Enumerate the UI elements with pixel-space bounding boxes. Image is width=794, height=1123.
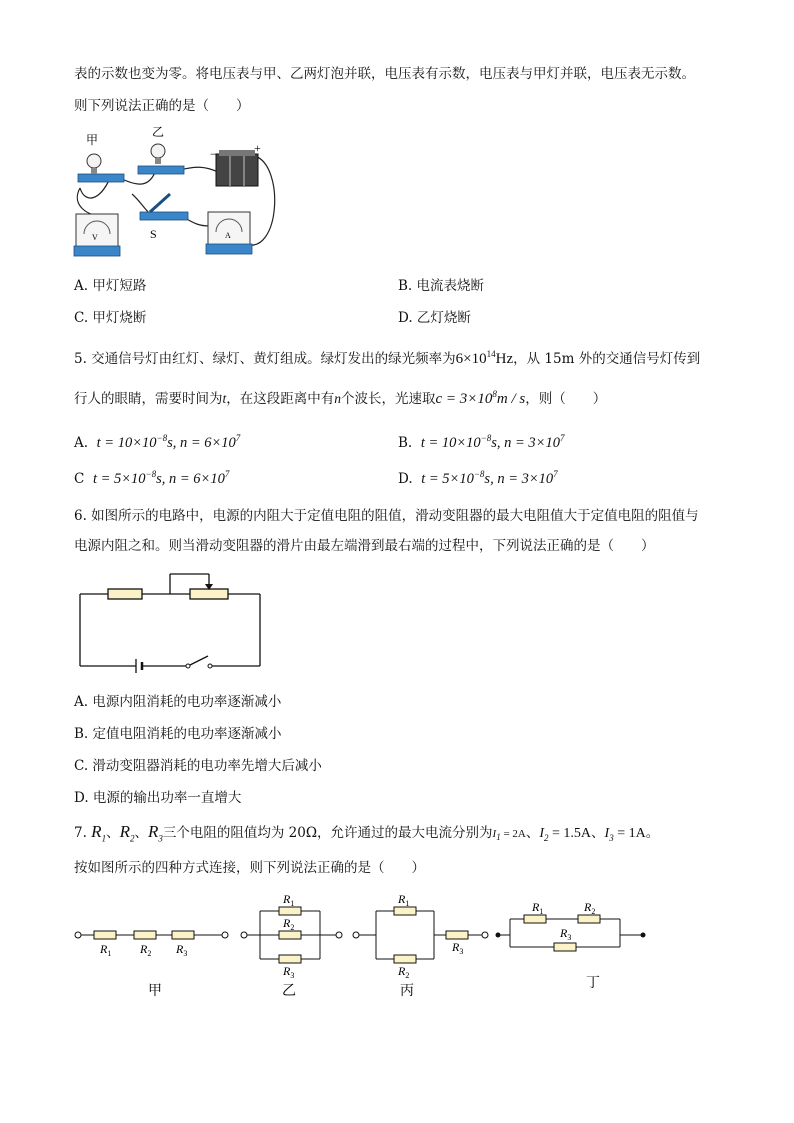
ding-r2-label: $R_2$ bbox=[584, 900, 596, 916]
q5-line2-post: ，则（ ） bbox=[525, 391, 607, 407]
q5-option-d bbox=[398, 464, 558, 489]
q7-i2-sub: 2 bbox=[544, 832, 549, 843]
q5-line2-mid: ，在这段距离中有 bbox=[226, 391, 335, 407]
q7-sep-1: 、 bbox=[106, 825, 120, 841]
q7-i3 bbox=[605, 826, 646, 841]
lamp-jia-label: 甲 bbox=[86, 133, 99, 147]
q7-r3 bbox=[147, 822, 163, 844]
q5-b-texp: −8 bbox=[480, 433, 492, 443]
q6-option-c: C. 滑动变阻器消耗的电功率先增大后减小 bbox=[74, 758, 322, 774]
q7-text-line2: 按如图所示的四种方式连接，则下列说法正确的是（ ） bbox=[74, 860, 425, 876]
q7-r1-sub: 1 bbox=[101, 833, 107, 844]
q5-line1-post: ，从 15m 外的交通信号灯传到 bbox=[513, 351, 701, 367]
q4-option-d: D. 乙灯烧断 bbox=[398, 310, 471, 326]
q7-i1-name: I bbox=[492, 828, 497, 840]
q5-d-mid: s, n = 3×10 bbox=[484, 470, 554, 487]
q7-i3-val: = 1A bbox=[613, 826, 646, 841]
q7-i3-name: I bbox=[604, 826, 610, 841]
q5-c-base: c = 3×10 bbox=[435, 391, 493, 407]
q6-option-a: A. 电源内阻消耗的电功率逐渐减小 bbox=[74, 694, 282, 710]
yi-r3-label: $R_3$ bbox=[283, 964, 295, 980]
caption-jia: 甲 bbox=[148, 984, 162, 999]
q5-c-nexp: 7 bbox=[224, 469, 230, 479]
q5-a-t: t = 10×10 bbox=[96, 434, 157, 451]
q6-text-line1: 6. 如图所示的电路中，电源的内阻大于定值电阻的阻值，滑动变阻器的最大电阻值大于定值电阻的阻值与 bbox=[74, 508, 699, 524]
q4-text-line1: 表的示数也变为零。将电压表与甲、乙两灯泡并联，电压表有示数，电压表与甲灯并联，电压表无示数。 bbox=[74, 66, 695, 82]
q5-b-nexp: 7 bbox=[559, 433, 565, 443]
q5-c-label: C bbox=[74, 470, 85, 487]
q6-text-line2: 电源内阻之和。则当滑动变阻器的滑片由最左端滑到最右端的过程中，下列说法正确的是（ ） bbox=[74, 538, 655, 554]
q4-circuit-figure bbox=[70, 126, 280, 266]
q5-b-t: t = 10×10 bbox=[420, 434, 481, 451]
q6-circuit-figure bbox=[78, 570, 264, 674]
q5-option-a bbox=[74, 428, 240, 453]
q7-i2 bbox=[539, 826, 591, 841]
q4-option-c: C. 甲灯烧断 bbox=[74, 310, 147, 326]
q7-r2-sub: 2 bbox=[129, 833, 135, 844]
q5-t-var: t bbox=[222, 391, 227, 406]
q7-text-line1 bbox=[74, 822, 659, 848]
q7-r3-sub: 3 bbox=[158, 833, 163, 844]
q5-option-b bbox=[398, 428, 564, 453]
q7-line1-mid: 三个电阻的阻值均为 20Ω，允许通过的最大电流分别为 bbox=[162, 825, 493, 841]
q5-freq-exp: 14 bbox=[486, 349, 496, 359]
q5-b-label: B. bbox=[398, 434, 413, 451]
q5-d-label: D. bbox=[398, 470, 413, 487]
q6-option-d: D. 电源的输出功率一直增大 bbox=[74, 790, 242, 806]
q7-r2-name: R bbox=[119, 822, 130, 841]
caption-ding: 丁 bbox=[586, 976, 600, 991]
ammeter-label: A bbox=[225, 231, 231, 240]
switch-s-label: S bbox=[150, 227, 157, 241]
yi-r2-label: $R_2$ bbox=[283, 916, 295, 932]
lamp-yi-label: 乙 bbox=[152, 125, 165, 139]
q4-text-line2: 则下列说法正确的是（ ） bbox=[74, 98, 250, 114]
q5-a-label: A. bbox=[74, 434, 89, 451]
jia-r2-label: $R_2$ bbox=[140, 942, 152, 958]
q5-c-t: t = 5×10 bbox=[92, 470, 146, 487]
bing-r3-label: $R_3$ bbox=[452, 940, 464, 956]
q5-freq-unit: Hz bbox=[495, 351, 514, 367]
q5-n-var: n bbox=[334, 391, 342, 406]
q5-b-mid: s, n = 3×10 bbox=[491, 434, 560, 451]
voltmeter-label: V bbox=[92, 233, 98, 242]
battery-neg-label: − bbox=[210, 147, 217, 161]
q7-i1-val: = 2A bbox=[500, 828, 526, 840]
q4-option-a: A. 甲灯短路 bbox=[74, 278, 147, 294]
yi-r1-label: $R_1$ bbox=[283, 892, 295, 908]
q7-i2-name: I bbox=[539, 826, 545, 841]
q5-text-line2 bbox=[74, 384, 606, 409]
q7-r1-name: R bbox=[91, 822, 102, 841]
q5-option-c bbox=[74, 464, 229, 489]
q5-freq-base: 6×10 bbox=[455, 351, 487, 367]
ding-r1-label: $R_1$ bbox=[532, 900, 544, 916]
q5-text-line1 bbox=[74, 344, 700, 369]
q7-sep-2: 、 bbox=[134, 825, 148, 841]
bing-r2-label: $R_2$ bbox=[398, 964, 410, 980]
q7-line1-pre: 7. bbox=[74, 825, 92, 841]
q5-c-unit: m / s bbox=[496, 391, 526, 407]
q5-c-mid: s, n = 6×10 bbox=[156, 470, 225, 487]
q5-d-nexp: 7 bbox=[553, 469, 558, 479]
jia-r3-label: $R_3$ bbox=[176, 942, 188, 958]
caption-bing: 丙 bbox=[400, 984, 414, 999]
q7-sep-3: 、 bbox=[525, 825, 540, 841]
q7-i1 bbox=[492, 828, 526, 843]
q5-line2-mid2: 个波长，光速取 bbox=[341, 391, 436, 407]
q7-sep-4: 、 bbox=[591, 825, 605, 841]
q7-i3-sub: 3 bbox=[609, 832, 614, 843]
q5-d-texp: −8 bbox=[473, 469, 485, 479]
q5-a-nexp: 7 bbox=[235, 433, 241, 443]
q7-r2 bbox=[119, 822, 135, 844]
q7-r1 bbox=[91, 822, 107, 844]
q5-line2-pre: 行人的眼睛，需要时间为 bbox=[74, 391, 223, 407]
battery-pos-label: + bbox=[254, 141, 261, 155]
jia-r1-label: $R_1$ bbox=[100, 942, 112, 958]
q7-end: 。 bbox=[645, 825, 660, 841]
caption-yi: 乙 bbox=[282, 984, 296, 999]
q6-option-b: B. 定值电阻消耗的电功率逐渐减小 bbox=[74, 726, 282, 742]
q7-circuit-figures bbox=[70, 885, 660, 1005]
q5-c-texp: −8 bbox=[145, 469, 157, 479]
q5-freq bbox=[456, 351, 513, 367]
q4-option-b: B. 电流表烧断 bbox=[398, 278, 485, 294]
q7-i2-val: = 1.5A bbox=[548, 826, 592, 841]
bing-r1-label: $R_1$ bbox=[398, 892, 410, 908]
q7-r3-name: R bbox=[147, 822, 159, 841]
q7-i1-sub: 1 bbox=[496, 832, 501, 843]
q5-c-expr bbox=[436, 391, 526, 407]
q5-a-texp: −8 bbox=[156, 433, 168, 443]
q5-d-t: t = 5×10 bbox=[421, 470, 474, 487]
ding-r3-label: $R_3$ bbox=[560, 926, 572, 942]
q5-c-exp: 8 bbox=[492, 389, 497, 399]
q5-line1-pre: 5. 交通信号灯由红灯、绿灯、黄灯组成。绿灯发出的绿光频率为 bbox=[74, 351, 456, 367]
q5-a-mid: s, n = 6×10 bbox=[167, 434, 236, 451]
